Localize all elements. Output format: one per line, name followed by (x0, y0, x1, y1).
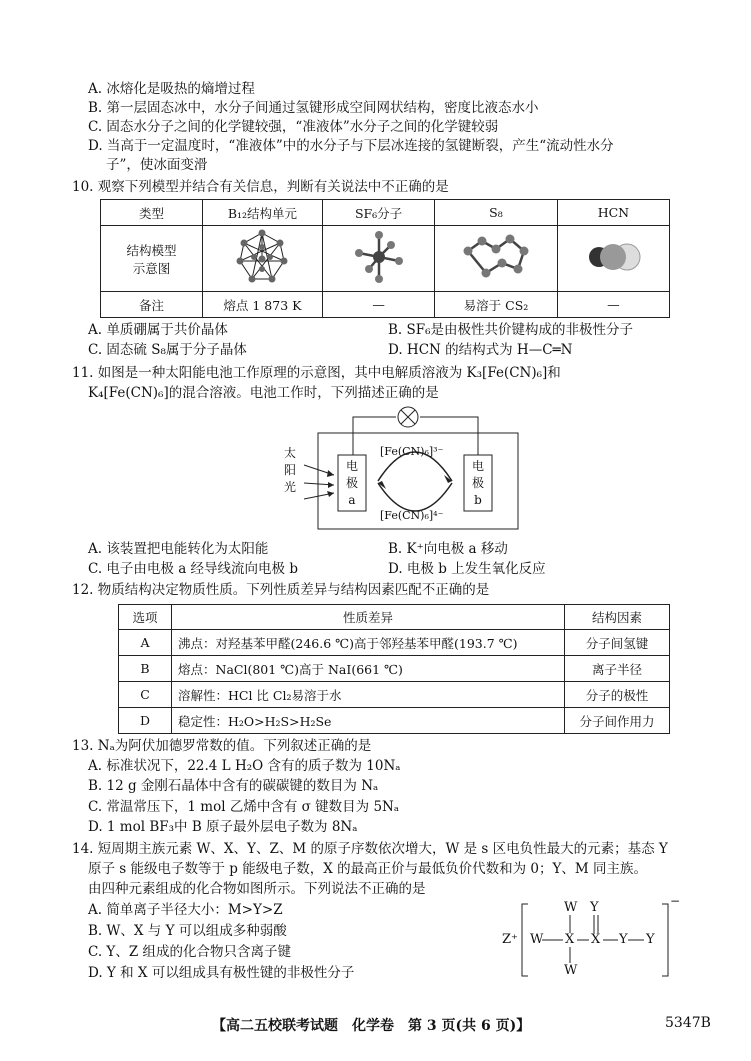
atom-label: X (565, 932, 575, 947)
q10-option-d: D. HCN 的结构式为 H—C═N (388, 342, 573, 358)
hcn-model-image (557, 226, 669, 292)
q12-cell: 溶解性：HCl 比 Cl₂易溶于水 (172, 682, 565, 708)
atom-label: X (591, 932, 601, 947)
q10-option-c: C. 固态硫 S₈属于分子晶体 (88, 342, 247, 358)
electrode-a-char: a (348, 493, 356, 507)
q12-header: 选项 (119, 605, 172, 630)
q10-row-label-line: 示意图 (132, 260, 171, 276)
q10-row-label-line: 结构模型 (126, 242, 177, 258)
q9-option-b: B. 第一层固态冰中，水分子间通过氢键形成空间网状结构，密度比液态水小 (88, 100, 539, 116)
q12-cell: 熔点：NaCl(801 ℃)高于 NaI(661 ℃) (172, 656, 565, 682)
q10-note: 熔点 1 873 K (202, 292, 322, 318)
q9-option-d: D. 当高于一定温度时，“准液体”中的水分子与下层冰连接的氢键断裂，产生“流动性水分 (88, 138, 614, 154)
electrode-b-char: 极 (471, 476, 484, 490)
q10-option-b: B. SF₆是由极性共价键构成的非极性分子 (388, 322, 634, 338)
ferrocyanide-label: [Fe(CN)₆]⁴⁻ (380, 509, 444, 522)
q9-option-a: A. 冰熔化是吸热的熵增过程 (88, 81, 255, 97)
q11-stem-cont: K₄[Fe(CN)₆]的混合溶液。电池工作时，下列描述正确的是 (88, 385, 439, 401)
q14-stem: 14. 短周期主族元素 W、X、Y、Z、M 的原子序数依次增大，W 是 s 区电负性最大的元素；基态 Y (72, 841, 668, 857)
q10-note: 备注 (101, 292, 203, 318)
q14-stem-cont: 由四种元素组成的化合物如图所示。下列说法不正确的是 (88, 881, 426, 897)
atom-label: W (564, 900, 578, 915)
q12-table (118, 604, 670, 734)
electrode-b-char: b (474, 493, 482, 507)
ferricyanide-label: [Fe(CN)₆]³⁻ (380, 445, 444, 458)
b12-model-image (202, 226, 322, 292)
table-row (119, 682, 670, 708)
solar-cell-diagram (278, 403, 528, 533)
q10-option-a: A. 单质硼属于共价晶体 (88, 322, 228, 338)
q14-option-b: B. W、X 与 Y 可以组成多种弱酸 (88, 923, 287, 939)
electrode-a-label (338, 458, 366, 509)
paper-code: 5347B (665, 1015, 711, 1031)
atom-label: W (530, 932, 544, 947)
q11-option-a: A. 该装置把电能转化为太阳能 (88, 541, 269, 557)
q10-header: B₁₂结构单元 (202, 200, 322, 226)
q11-option-d: D. 电极 b 上发生氧化反应 (388, 561, 546, 577)
q13-option-c: C. 常温常压下，1 mol 乙烯中含有 σ 键数目为 5Nₐ (88, 799, 400, 815)
q12-cell: 分子的极性 (565, 682, 670, 708)
table-row (119, 708, 670, 734)
q13-option-d: D. 1 mol BF₃中 B 原子最外层电子数为 8Nₐ (88, 819, 358, 835)
q10-table (100, 199, 670, 318)
q12-cell: 离子半径 (565, 656, 670, 682)
q10-note: 易溶于 CS₂ (435, 292, 558, 318)
q9-option-c: C. 固态水分子之间的化学键较强，“准液体”水分子之间的化学键较弱 (88, 119, 499, 135)
sunlight-char: 阳 (284, 463, 297, 477)
sf6-model-image (322, 226, 434, 292)
q12-stem: 12. 物质结构决定物质性质。下列性质差异与结构因素匹配不正确的是 (72, 582, 490, 598)
q11-option-b: B. K⁺向电极 a 移动 (388, 541, 508, 557)
q13-option-a: A. 标准状况下，22.4 L H₂O 含有的质子数为 10Nₐ (88, 758, 401, 774)
sunlight-label (284, 445, 296, 496)
q12-header: 性质差异 (172, 605, 565, 630)
q14-option-d: D. Y 和 X 可以组成具有极性键的非极性分子 (88, 965, 355, 981)
q12-cell: D (119, 708, 172, 734)
q12-cell: A (119, 630, 172, 656)
page-footer: 【高二五校联考试题 化学卷 第 3 页(共 6 页)】 (212, 1018, 531, 1034)
table-row (119, 656, 670, 682)
electrode-b-label (464, 458, 492, 509)
q12-cell: 分子间氢键 (565, 630, 670, 656)
atom-label: Y (619, 932, 628, 947)
atom-label: W (564, 963, 578, 978)
atom-label: Y (590, 900, 599, 915)
q12-header: 结构因素 (565, 605, 670, 630)
compound-structure (500, 894, 681, 980)
atom-label: Y (646, 932, 655, 947)
sunlight-char: 太 (284, 446, 297, 460)
q10-header: SF₆分子 (322, 200, 434, 226)
q10-note: — (557, 292, 669, 318)
q10-header: HCN (557, 200, 669, 226)
q14-option-c: C. Y、Z 组成的化合物只含离子键 (88, 944, 292, 960)
q9-option-d-cont: 子”，使冰面变滑 (106, 157, 208, 173)
q13-option-b: B. 12 g 金刚石晶体中含有的碳碳键的数目为 Nₐ (88, 778, 379, 794)
q14-option-a: A. 简单离子半径大小：M>Y>Z (88, 902, 283, 918)
q12-cell: B (119, 656, 172, 682)
q12-cell: 稳定性：H₂O>H₂S>H₂Se (172, 708, 565, 734)
anion-charge: − (670, 894, 681, 908)
q13-stem: 13. Nₐ为阿伏加德罗常数的值。下列叙述正确的是 (72, 738, 372, 754)
electrode-a-char: 极 (345, 476, 358, 490)
q12-cell: 沸点：对羟基苯甲醛(246.6 ℃)高于邻羟基苯甲醛(193.7 ℃) (172, 630, 565, 656)
s8-model-image (435, 226, 558, 292)
q12-cell: 分子间作用力 (565, 708, 670, 734)
q10-header: S₈ (435, 200, 558, 226)
q10-note: — (322, 292, 434, 318)
q11-stem: 11. 如图是一种太阳能电池工作原理的示意图，其中电解质溶液为 K₃[Fe(CN)₆]和 (72, 365, 561, 381)
sunlight-char: 光 (284, 480, 297, 494)
q10-stem: 10. 观察下列模型并结合有关信息，判断有关说法中不正确的是 (72, 179, 449, 195)
q10-row-label (101, 226, 203, 292)
table-row (119, 630, 670, 656)
electrode-b-char: 电 (471, 459, 484, 473)
q12-cell: C (119, 682, 172, 708)
cation-label: Z⁺ (502, 932, 518, 947)
electrode-a-char: 电 (345, 459, 358, 473)
q11-option-c: C. 电子由电极 a 经导线流向电极 b (88, 561, 298, 577)
q14-stem-cont: 原子 s 能级电子数等于 p 能级电子数，X 的最高正价与最低负价代数和为 0；Y、M 同主族。 (88, 861, 648, 877)
q10-header: 类型 (101, 200, 203, 226)
